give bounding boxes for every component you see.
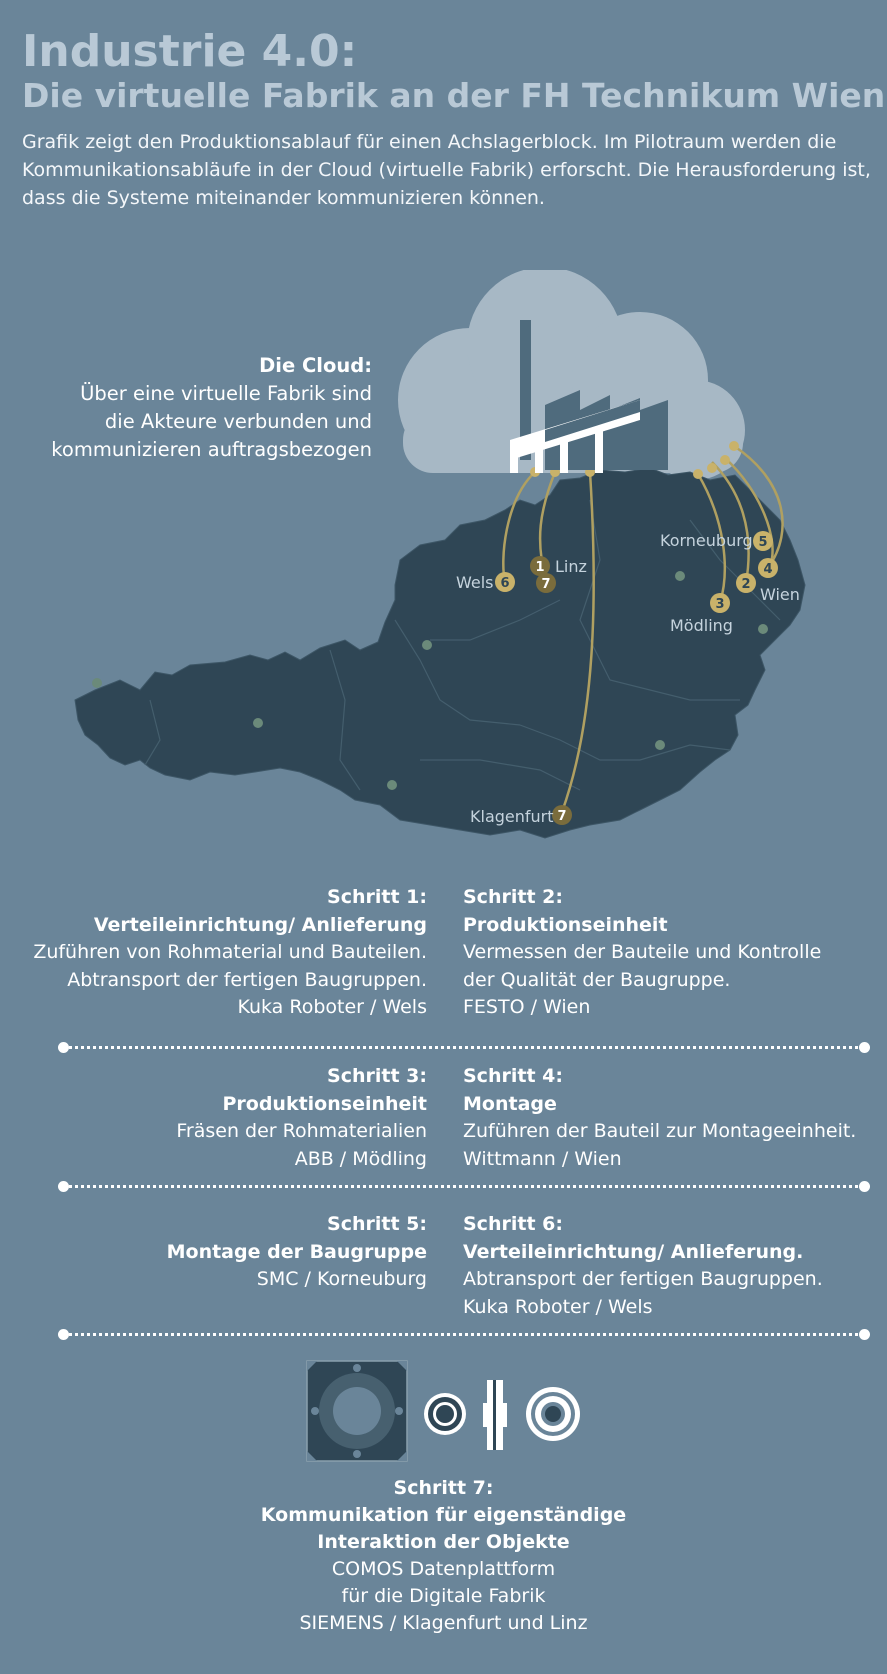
cloud-line-2: die Akteure verbunden und	[104, 410, 372, 433]
step-6: Schritt 6: Verteileinrichtung/ Anlieferung. Abtransport der fertigen Baugruppen. Kuka Roboter / Wels	[463, 1213, 823, 1318]
ring-icon	[424, 1393, 466, 1435]
svg-text:3: 3	[715, 597, 725, 612]
step-3: Schritt 3: Produktionseinheit Fräsen der Rohmaterialien ABB / Mödling	[176, 1065, 427, 1170]
svg-text:4: 4	[763, 562, 773, 577]
svg-text:1: 1	[535, 560, 545, 575]
label-klagenfurt: Klagenfurt	[470, 807, 554, 826]
austria-map-shape	[75, 468, 805, 838]
bearing-block-icon	[307, 1361, 407, 1461]
label-wien: Wien	[760, 585, 800, 604]
ball-bearing-icon	[526, 1387, 580, 1441]
separator-2	[64, 1185, 864, 1188]
step-7: Schritt 7: Kommunikation für eigenständige Interaktion der Objekte COMOS Datenplattform für die Digitale Fabrik SIEMENS / Klagenfurt und Linz	[260, 1477, 627, 1634]
cloud-heading: Die Cloud:	[259, 354, 372, 377]
svg-text:5: 5	[758, 535, 768, 550]
svg-text:7: 7	[541, 577, 551, 592]
step-4: Schritt 4: Montage Zuführen der Bauteil zur Montageeinheit. Wittmann / Wien	[463, 1065, 857, 1170]
label-korneuburg: Korneuburg	[660, 531, 753, 550]
label-moedling: Mödling	[670, 616, 733, 635]
cloud-line-1: Über eine virtuelle Fabrik sind	[80, 382, 372, 405]
cloud-description	[40, 352, 372, 464]
page-title: Industrie 4.0:	[22, 26, 358, 77]
svg-text:6: 6	[500, 576, 510, 591]
svg-text:2: 2	[741, 577, 751, 592]
intro-text: Grafik zeigt den Produktionsablauf für einen Achslagerblock. Im Pilotraum werden die Kommunikationsabläufe in der Cloud (virtuelle Fabrik) erforscht. Die Herausforderung ist, dass die Systeme miteinander kommunizieren können.	[22, 131, 871, 209]
cloud-line-3: kommunizieren auftragsbezogen	[51, 438, 372, 461]
parts-illustration	[300, 1358, 590, 1468]
shaft-icon	[483, 1380, 507, 1450]
step-5: Schritt 5: Montage der Baugruppe SMC / Korneuburg	[166, 1213, 427, 1290]
page-subtitle: Die virtuelle Fabrik an der FH Technikum Wien	[22, 76, 886, 115]
label-wels: Wels	[456, 573, 494, 592]
step-1: Schritt 1: Verteileinrichtung/ Anlieferung Zuführen von Rohmaterial und Bauteilen. Abtransport der fertigen Baugruppen. Kuka Roboter / Wels	[33, 886, 427, 1018]
step-2: Schritt 2: Produktionseinheit Vermessen der Bauteile und Kontrolle der Qualität der Baugruppe. FESTO / Wien	[463, 886, 822, 1018]
svg-text:7: 7	[557, 809, 567, 824]
separator-1	[64, 1046, 864, 1049]
separator-3	[64, 1333, 864, 1336]
label-linz: Linz	[555, 557, 587, 576]
